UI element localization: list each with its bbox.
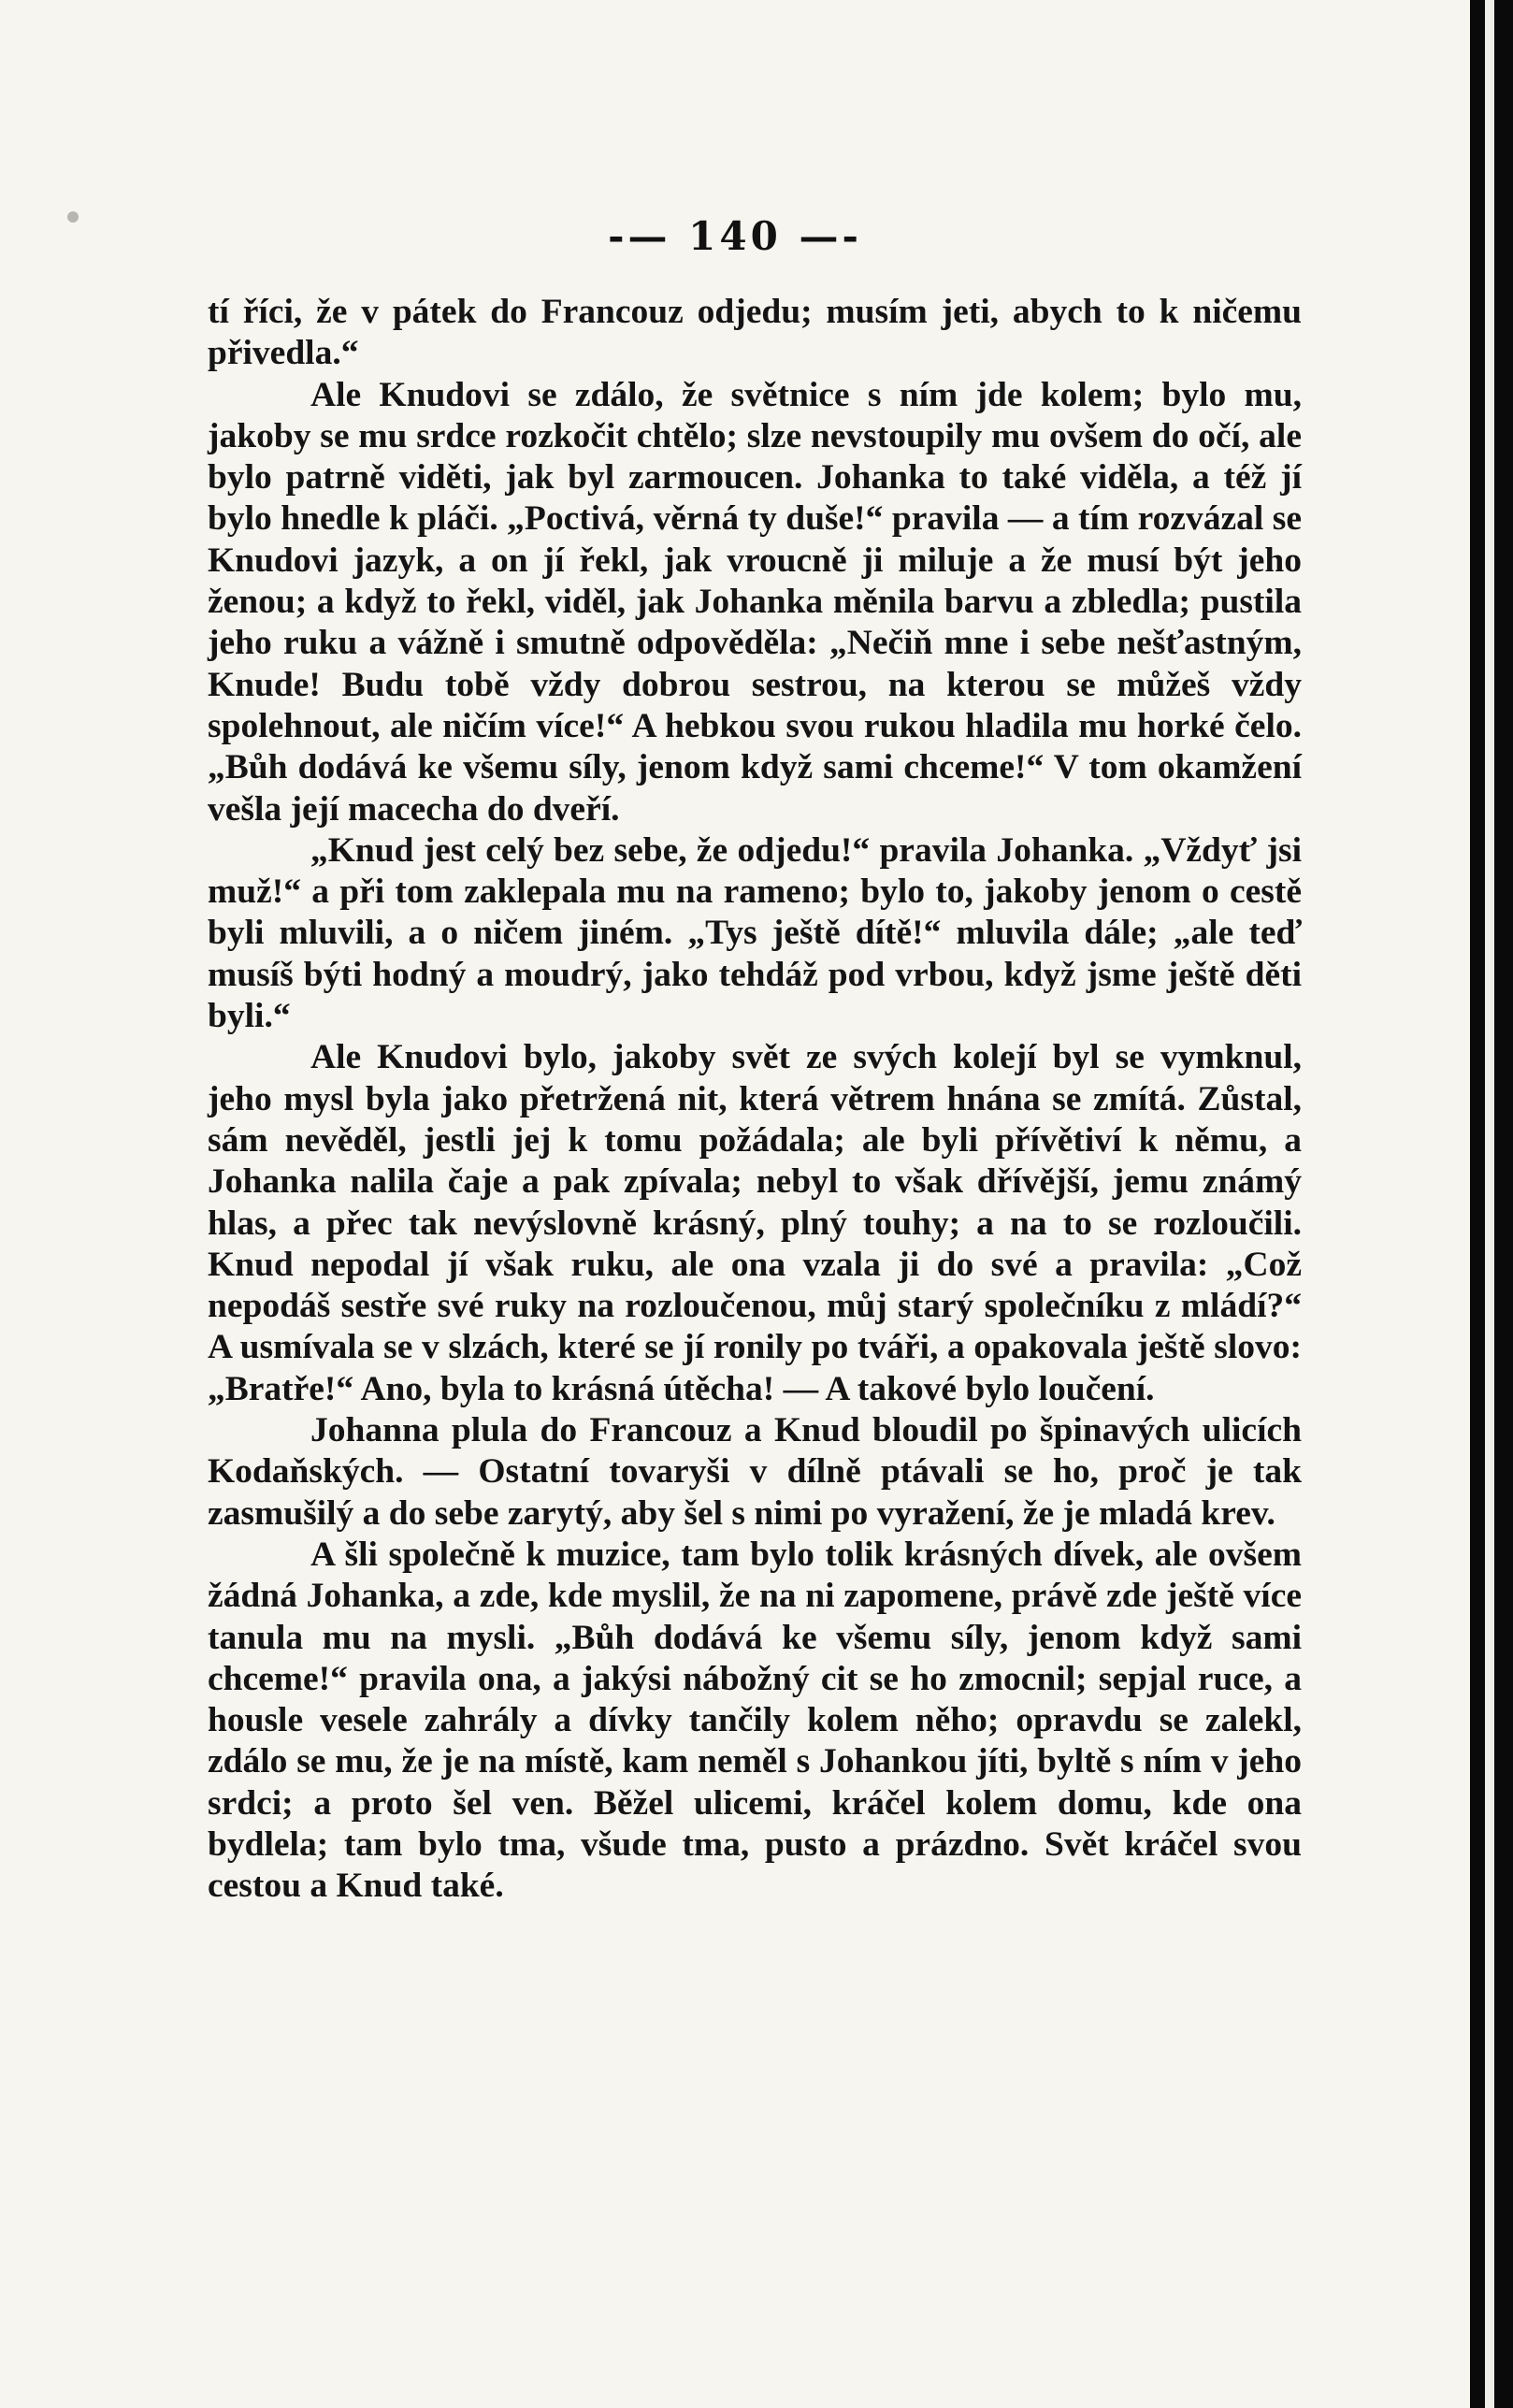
paragraph: Ale Knudovi se zdálo, že světnice s ním jde kolem; bylo mu, jakoby se mu srdce rozkočit chtělo; slze nevstoupily mu ovšem do očí, ale bylo patrně viděti, jak byl zarmoucen. Johanka to také viděla, a též jí bylo hnedle k pláči. „Poctivá, věrná ty duše!“ pravila — a tím rozvázal se Knudovi jazyk, a on jí řekl, jak vroucně ji miluje a že musí být jeho ženou; a když to řekl, viděl, jak Johanka měnila barvu a zbledla; pustila jeho ruku a vážně i smutně odpověděla: „Nečiň mne i sebe nešťastným, Knude! Budu tobě vždy dobrou sestrou, na kterou se můžeš vždy spolehnout, ale ničím více!“ A hebkou svou rukou hladila mu horké čelo. „Bůh dodává ke všemu síly, jenom když sami chceme!“ V tom okamžení vešla její macecha do dveří. xyxy=(208,375,1302,829)
paragraph: Ale Knudovi bylo, jakoby svět ze svých kolejí byl se vymknul, jeho mysl byla jako přetržená nit, která větrem hnána se zmítá. Zůstal, sám nevěděl, jestli jej k tomu požádala; ale byli přívětiví k němu, a Johanka nalila čaje a pak zpívala; nebyl to však dřívější, jemu známý hlas, a přec tak nevýslovně krásný, plný touhy; a na to se rozloučili. Knud nepodal jí však ruku, ale ona vzala ji do své a pravila: „Což nepodáš sestře své ruky na rozloučenou, můj starý společníku z mládí?“ A usmívala se v slzách, které se jí ronily po tváři, a opakovala ještě slovo: „Bratře!“ Ano, byla to krásná útěcha! — A takové bylo loučení. xyxy=(208,1038,1302,1408)
paragraph: Johanna plula do Francouz a Knud bloudil po špinavých ulicích Kodaňských. — Ostatní tovaryši v dílně ptávali se ho, proč je tak zasmušilý a do sebe zarytý, aby šel s nimi po vyražení, že je mladá krev. xyxy=(208,1411,1302,1533)
page-edge-line xyxy=(1485,0,1494,2408)
paragraph: A šli společně k muzice, tam bylo tolik krásných dívek, ale ovšem žádná Johanka, a zde, kde myslil, že na ni zapomene, právě zde ještě více tanula mu na mysli. „Bůh dodává ke všemu síly, jenom když sami chceme!“ pravila ona, a jakýsi nábožný cit se ho zmocnil; sepjal ruce, a housle vesele zahrály a dívky tančily kolem něho; opravdu se zalekl, zdálo se mu, že je na místě, kam neměl s Johankou jíti, byltě s ním v jeho srdci; a proto šel ven. Běžel ulicemi, kráčel kolem domu, kde ona bydlela; tam bylo tma, všude tma, pusto a prázdno. Svět kráčel svou cestou a Knud také. xyxy=(208,1535,1302,1906)
page-number: -— 140 —- xyxy=(608,213,862,259)
body-text xyxy=(208,292,1302,1908)
paragraph: „Knud jest celý bez sebe, že odjedu!“ pravila Johanka. „Vždyť jsi muž!“ a při tom zaklepala mu na rameno; bylo to, jakoby jenom o cestě byli mluvili, a o ničem jiném. „Tys ještě dítě!“ mluvila dále; „ale teď musíš býti hodný a moudrý, jako tehdáž pod vrbou, když jsme ještě děti byli.“ xyxy=(208,830,1302,1036)
paragraph: tí říci, že v pátek do Francouz odjedu; musím jeti, abych to k ničemu přivedla.“ xyxy=(208,293,1302,373)
